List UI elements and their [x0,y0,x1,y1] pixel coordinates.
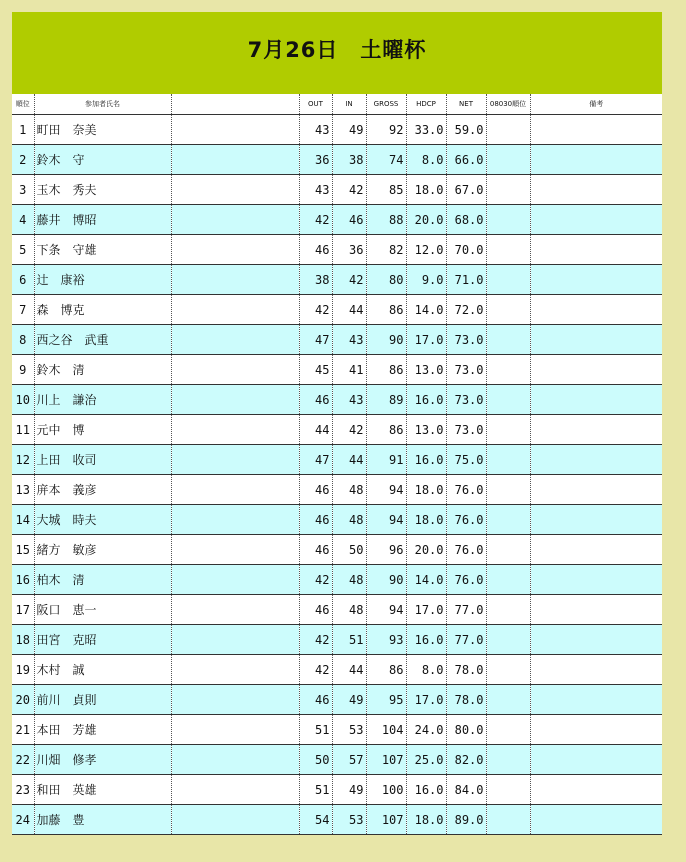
cell-gross: 94 [366,505,406,535]
cell-net: 73.0 [446,415,486,445]
cell-note [530,145,662,175]
cell-note [530,205,662,235]
cell-rank2 [486,505,530,535]
cell-hdcp: 24.0 [406,715,446,745]
table-row [12,445,662,475]
cell-in: 43 [332,385,366,415]
cell-name: 大城 時夫 [34,505,171,535]
cell-rank: 22 [12,745,34,775]
cell-blank [171,115,299,145]
cell-note [530,775,662,805]
cell-rank2 [486,745,530,775]
cell-blank [171,475,299,505]
page-title: 7月26日 土曜杯 [247,38,427,62]
cell-rank2 [486,715,530,745]
cell-name: 元中 博 [34,415,171,445]
cell-note [530,175,662,205]
cell-in: 51 [332,625,366,655]
cell-in: 48 [332,505,366,535]
cell-gross: 88 [366,205,406,235]
cell-out: 50 [299,745,332,775]
cell-gross: 89 [366,385,406,415]
cell-rank: 6 [12,265,34,295]
cell-net: 72.0 [446,295,486,325]
score-sheet [12,12,662,835]
cell-name: 鈴木 清 [34,355,171,385]
cell-rank2 [486,175,530,205]
cell-blank [171,265,299,295]
cell-name: 玉木 秀夫 [34,175,171,205]
table-row [12,385,662,415]
header-hdcp: HDCP [406,94,446,115]
cell-gross: 93 [366,625,406,655]
cell-note [530,625,662,655]
cell-rank2 [486,235,530,265]
cell-name: 阪口 恵一 [34,595,171,625]
cell-hdcp: 20.0 [406,535,446,565]
cell-net: 71.0 [446,265,486,295]
cell-rank: 11 [12,415,34,445]
cell-net: 70.0 [446,235,486,265]
cell-name: 鈴木 守 [34,145,171,175]
table-row [12,415,662,445]
cell-hdcp: 20.0 [406,205,446,235]
cell-rank2 [486,265,530,295]
cell-rank: 16 [12,565,34,595]
cell-gross: 95 [366,685,406,715]
cell-hdcp: 33.0 [406,115,446,145]
cell-note [530,715,662,745]
cell-net: 76.0 [446,505,486,535]
cell-out: 51 [299,775,332,805]
cell-rank: 24 [12,805,34,835]
cell-blank [171,205,299,235]
header-note: 備考 [530,94,662,115]
cell-out: 51 [299,715,332,745]
cell-hdcp: 18.0 [406,805,446,835]
cell-rank2 [486,445,530,475]
cell-rank: 10 [12,385,34,415]
cell-gross: 86 [366,295,406,325]
cell-gross: 104 [366,715,406,745]
cell-blank [171,295,299,325]
cell-note [530,535,662,565]
cell-blank [171,385,299,415]
cell-net: 80.0 [446,715,486,745]
cell-blank [171,535,299,565]
cell-rank: 8 [12,325,34,355]
cell-gross: 74 [366,145,406,175]
cell-name: 森 博克 [34,295,171,325]
cell-gross: 90 [366,565,406,595]
cell-in: 42 [332,175,366,205]
cell-blank [171,145,299,175]
cell-gross: 90 [366,325,406,355]
cell-note [530,115,662,145]
cell-rank2 [486,295,530,325]
cell-rank2 [486,565,530,595]
cell-hdcp: 9.0 [406,265,446,295]
cell-rank2 [486,805,530,835]
cell-in: 44 [332,295,366,325]
cell-blank [171,175,299,205]
cell-in: 42 [332,265,366,295]
cell-note [530,355,662,385]
cell-in: 38 [332,145,366,175]
header-net: NET [446,94,486,115]
cell-hdcp: 8.0 [406,655,446,685]
cell-rank: 3 [12,175,34,205]
cell-note [530,265,662,295]
cell-blank [171,415,299,445]
header-name: 参加者氏名 [34,94,171,115]
cell-blank [171,325,299,355]
cell-in: 44 [332,445,366,475]
table-row [12,805,662,835]
cell-rank: 23 [12,775,34,805]
cell-note [530,565,662,595]
cell-blank [171,235,299,265]
cell-net: 89.0 [446,805,486,835]
table-row [12,535,662,565]
header-out: OUT [299,94,332,115]
cell-note [530,505,662,535]
cell-gross: 107 [366,745,406,775]
title-band [12,12,662,94]
cell-note [530,655,662,685]
cell-hdcp: 16.0 [406,385,446,415]
cell-hdcp: 13.0 [406,355,446,385]
table-row [12,505,662,535]
cell-gross: 100 [366,775,406,805]
cell-name: 緒方 敏彦 [34,535,171,565]
cell-out: 43 [299,115,332,145]
cell-gross: 94 [366,595,406,625]
cell-net: 84.0 [446,775,486,805]
header-rank: 順位 [12,94,34,115]
cell-name: 田宮 克昭 [34,625,171,655]
cell-gross: 80 [366,265,406,295]
cell-note [530,745,662,775]
cell-net: 73.0 [446,385,486,415]
table-row [12,775,662,805]
cell-gross: 107 [366,805,406,835]
cell-net: 66.0 [446,145,486,175]
cell-out: 42 [299,655,332,685]
cell-blank [171,685,299,715]
cell-rank: 12 [12,445,34,475]
cell-note [530,295,662,325]
cell-rank2 [486,655,530,685]
cell-blank [171,355,299,385]
cell-rank2 [486,595,530,625]
cell-rank: 9 [12,355,34,385]
cell-gross: 91 [366,445,406,475]
cell-in: 48 [332,565,366,595]
results-table [12,94,662,835]
cell-net: 76.0 [446,475,486,505]
cell-blank [171,655,299,685]
cell-blank [171,775,299,805]
cell-gross: 86 [366,355,406,385]
cell-hdcp: 16.0 [406,445,446,475]
cell-note [530,415,662,445]
cell-gross: 82 [366,235,406,265]
table-row [12,355,662,385]
cell-rank2 [486,145,530,175]
table-row [12,475,662,505]
cell-out: 42 [299,295,332,325]
cell-net: 78.0 [446,685,486,715]
cell-out: 54 [299,805,332,835]
cell-note [530,475,662,505]
cell-rank: 4 [12,205,34,235]
cell-in: 49 [332,775,366,805]
table-row [12,745,662,775]
cell-in: 44 [332,655,366,685]
cell-note [530,325,662,355]
cell-in: 42 [332,415,366,445]
cell-hdcp: 18.0 [406,175,446,205]
cell-gross: 86 [366,415,406,445]
cell-net: 76.0 [446,535,486,565]
cell-out: 42 [299,625,332,655]
cell-rank: 21 [12,715,34,745]
cell-out: 46 [299,235,332,265]
cell-hdcp: 17.0 [406,595,446,625]
cell-hdcp: 18.0 [406,475,446,505]
header-rank2: 08030順位 [486,94,530,115]
cell-rank2 [486,115,530,145]
table-row [12,205,662,235]
table-row [12,175,662,205]
cell-out: 42 [299,205,332,235]
table-row [12,325,662,355]
cell-note [530,595,662,625]
cell-rank: 15 [12,535,34,565]
cell-out: 47 [299,325,332,355]
table-row [12,715,662,745]
cell-out: 46 [299,505,332,535]
cell-name: 和田 英雄 [34,775,171,805]
cell-gross: 86 [366,655,406,685]
cell-name: 加藤 豊 [34,805,171,835]
cell-rank2 [486,625,530,655]
cell-in: 48 [332,595,366,625]
cell-out: 46 [299,685,332,715]
cell-name: 前川 貞則 [34,685,171,715]
cell-in: 49 [332,115,366,145]
cell-net: 78.0 [446,655,486,685]
cell-in: 53 [332,715,366,745]
cell-note [530,685,662,715]
cell-rank2 [486,355,530,385]
cell-name: 川畑 修孝 [34,745,171,775]
cell-net: 82.0 [446,745,486,775]
cell-rank2 [486,775,530,805]
cell-out: 46 [299,535,332,565]
cell-note [530,235,662,265]
cell-hdcp: 16.0 [406,625,446,655]
cell-hdcp: 17.0 [406,325,446,355]
cell-net: 73.0 [446,355,486,385]
cell-gross: 94 [366,475,406,505]
cell-blank [171,625,299,655]
cell-out: 38 [299,265,332,295]
cell-hdcp: 8.0 [406,145,446,175]
cell-out: 44 [299,415,332,445]
cell-name: 町田 奈美 [34,115,171,145]
cell-rank: 13 [12,475,34,505]
cell-rank: 2 [12,145,34,175]
cell-name: 下条 守雄 [34,235,171,265]
table-row [12,115,662,145]
cell-name: 辻 康裕 [34,265,171,295]
cell-net: 59.0 [446,115,486,145]
cell-note [530,805,662,835]
table-row [12,565,662,595]
cell-out: 47 [299,445,332,475]
cell-blank [171,595,299,625]
header-gross: GROSS [366,94,406,115]
cell-blank [171,505,299,535]
cell-net: 77.0 [446,595,486,625]
cell-rank: 1 [12,115,34,145]
cell-net: 75.0 [446,445,486,475]
cell-name: 川上 謙治 [34,385,171,415]
cell-out: 45 [299,355,332,385]
cell-hdcp: 14.0 [406,295,446,325]
table-row [12,295,662,325]
cell-in: 43 [332,325,366,355]
header-blank [171,94,299,115]
cell-out: 46 [299,475,332,505]
table-row [12,655,662,685]
cell-rank: 17 [12,595,34,625]
cell-hdcp: 12.0 [406,235,446,265]
cell-gross: 85 [366,175,406,205]
cell-rank: 19 [12,655,34,685]
header-row [12,94,662,115]
table-row [12,625,662,655]
cell-net: 73.0 [446,325,486,355]
table-row [12,235,662,265]
cell-rank2 [486,475,530,505]
cell-blank [171,565,299,595]
cell-blank [171,715,299,745]
cell-gross: 92 [366,115,406,145]
cell-blank [171,445,299,475]
cell-rank: 7 [12,295,34,325]
cell-in: 57 [332,745,366,775]
cell-in: 53 [332,805,366,835]
cell-in: 36 [332,235,366,265]
cell-name: 木村 誠 [34,655,171,685]
cell-rank2 [486,685,530,715]
cell-net: 67.0 [446,175,486,205]
cell-out: 36 [299,145,332,175]
table-row [12,595,662,625]
cell-net: 68.0 [446,205,486,235]
cell-out: 46 [299,595,332,625]
cell-note [530,385,662,415]
cell-rank2 [486,325,530,355]
cell-out: 43 [299,175,332,205]
cell-rank2 [486,415,530,445]
cell-name: 本田 芳雄 [34,715,171,745]
cell-rank2 [486,385,530,415]
cell-note [530,445,662,475]
cell-hdcp: 16.0 [406,775,446,805]
cell-name: 西之谷 武重 [34,325,171,355]
table-row [12,145,662,175]
cell-in: 48 [332,475,366,505]
cell-blank [171,805,299,835]
cell-in: 50 [332,535,366,565]
cell-rank2 [486,205,530,235]
cell-gross: 96 [366,535,406,565]
cell-rank: 20 [12,685,34,715]
table-row [12,685,662,715]
cell-out: 42 [299,565,332,595]
cell-blank [171,745,299,775]
cell-name: 柏木 清 [34,565,171,595]
cell-hdcp: 18.0 [406,505,446,535]
cell-rank: 5 [12,235,34,265]
header-in: IN [332,94,366,115]
cell-net: 77.0 [446,625,486,655]
cell-hdcp: 13.0 [406,415,446,445]
cell-hdcp: 17.0 [406,685,446,715]
cell-in: 46 [332,205,366,235]
cell-rank2 [486,535,530,565]
table-row [12,265,662,295]
cell-out: 46 [299,385,332,415]
cell-name: 上田 收司 [34,445,171,475]
cell-net: 76.0 [446,565,486,595]
cell-in: 49 [332,685,366,715]
cell-hdcp: 25.0 [406,745,446,775]
cell-rank: 18 [12,625,34,655]
cell-rank: 14 [12,505,34,535]
cell-name: 藤井 博昭 [34,205,171,235]
cell-in: 41 [332,355,366,385]
cell-name: 庰本 義彦 [34,475,171,505]
cell-hdcp: 14.0 [406,565,446,595]
